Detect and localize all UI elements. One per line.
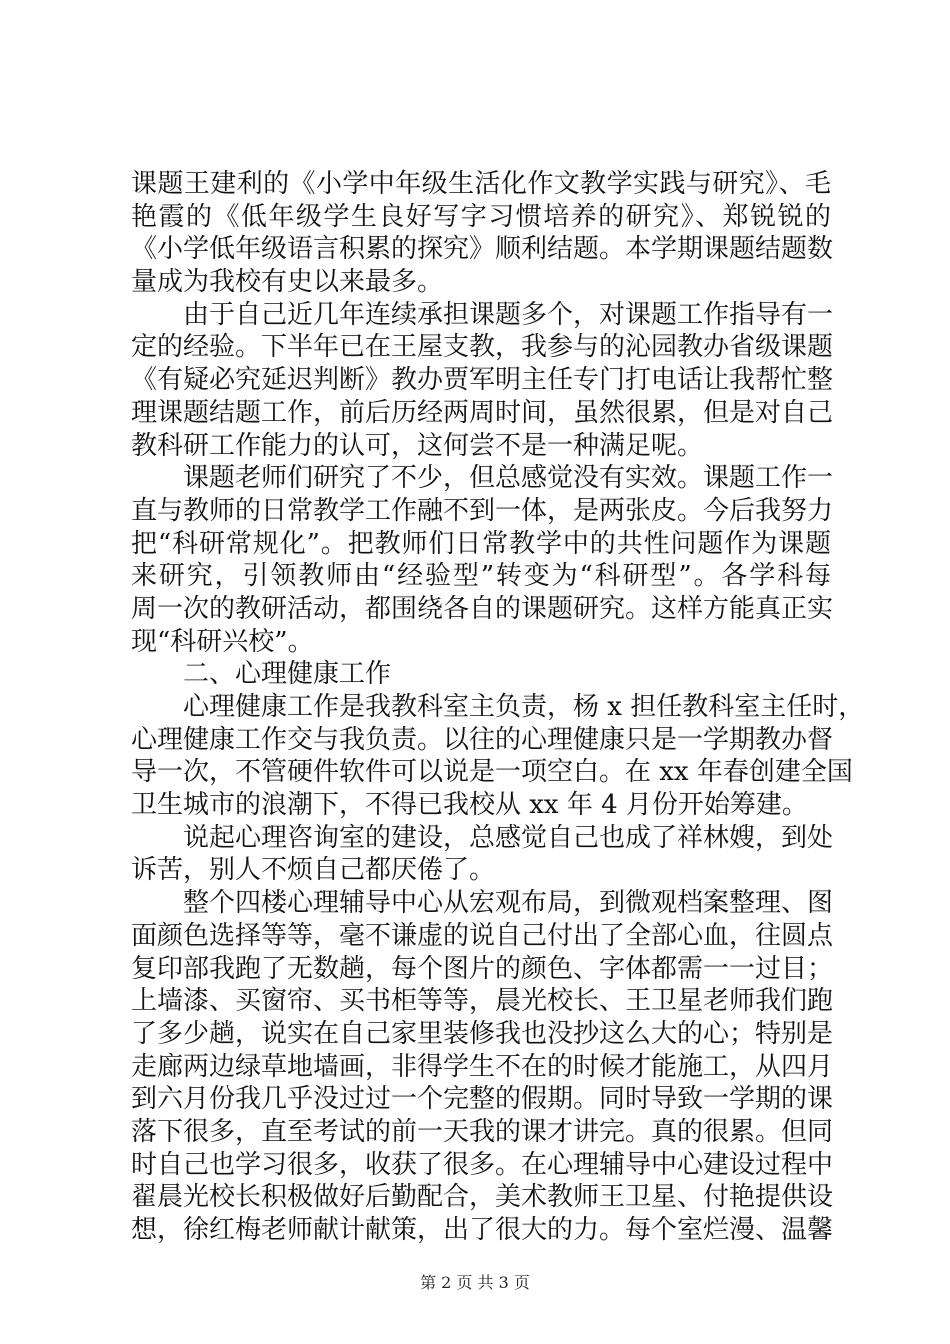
text-line: 上墙漆、买窗帘、买书柜等等，晨光校长、王卫星老师我们跑: [131, 986, 834, 1017]
text-line: 了多少趟，说实在自己家里装修我也没抄这么大的心；特别是: [131, 1018, 834, 1049]
text-line: 艳霞的《低年级学生良好写字习惯培养的研究》、郑锐锐的: [131, 201, 831, 232]
text-line: 教科研工作能力的认可，这何尝不是一种满足呢。: [131, 430, 704, 461]
text-line: 导一次，不管硬件软件可以说是一项空白。在 xx 年春创建全国: [131, 757, 853, 788]
page-footer: [0, 1273, 950, 1293]
text-line: 落下很多，直至考试的前一天我的课才讲完。真的很累。但同: [131, 1116, 834, 1147]
text-line: 定的经验。下半年已在王屋支教，我参与的沁园教办省级课题: [131, 332, 834, 363]
text-line: 二、心理健康工作: [183, 659, 392, 690]
text-line: 课题王建利的《小学中年级生活化作文教学实践与研究》、毛: [131, 169, 831, 199]
text-line: 现“科研兴校”。: [131, 626, 314, 657]
text-line: 心理健康工作是我教科室主负责，杨 x 担任教科室主任时，: [183, 692, 865, 722]
text-line: 翟晨光校长积极做好后勤配合，美术教师王卫星、付艳提供设: [131, 1182, 834, 1213]
text-line: 《小学低年级语言积累的探究》顺利结题。本学期课题结题数: [131, 234, 834, 265]
text-line: 复印部我跑了无数趟，每个图片的颜色、字体都需一一过目；: [131, 953, 834, 984]
text-line: 由于自己近几年连续承担课题多个，对课题工作指导有一: [183, 299, 834, 330]
text-line: 把“科研常规化”。把教师们日常教学中的共性问题作为课题: [131, 528, 831, 559]
text-line: 量成为我校有史以来最多。: [131, 267, 444, 298]
text-line: 心理健康工作交与我负责。以往的心理健康只是一学期教办督: [131, 724, 834, 755]
text-line: 走廊两边绿草地墙画，非得学生不在的时候才能施工，从四月: [131, 1051, 834, 1082]
text-line: 直与教师的日常教学工作融不到一体，是两张皮。今后我努力: [131, 495, 834, 526]
text-line: 到六月份我几乎没过过一个完整的假期。同时导致一学期的课: [131, 1084, 834, 1115]
text-line: 面颜色选择等等，毫不谦虚的说自己付出了全部心血，往圆点: [131, 920, 834, 951]
text-line: 整个四楼心理辅导中心从宏观布局，到微观档案整理、图: [183, 888, 834, 919]
text-line: 《有疑必究延迟判断》教办贾军明主任专门打电话让我帮忙整: [131, 365, 834, 396]
text-line: 理课题结题工作，前后历经两周时间，虽然很累，但是对自己: [131, 397, 834, 428]
text-line: 时自己也学习很多，收获了很多。在心理辅导中心建设过程中: [131, 1149, 834, 1180]
text-line: 课题老师们研究了不少，但总感觉没有实效。课题工作一: [183, 463, 834, 494]
text-line: 说起心理咨询室的建设，总感觉自己也成了祥林嫂，到处: [183, 822, 834, 853]
text-line: 诉苦，别人不烦自己都厌倦了。: [131, 855, 496, 886]
text-line: 想，徐红梅老师献计献策，出了很大的力。每个室烂漫、温馨: [131, 1215, 834, 1245]
text-line: 来研究，引领教师由“经验型”转变为“科研型”。各学科每: [131, 561, 831, 592]
text-line: 周一次的教研活动，都围绕各自的课题研究。这样方能真正实: [131, 593, 834, 624]
text-line: 卫生城市的浪潮下，不得已我校从 xx 年 4 月份开始筹建。: [131, 790, 808, 821]
page-number-label: 第 2 页 共 3 页: [420, 1273, 530, 1292]
document-body: [131, 168, 865, 1247]
